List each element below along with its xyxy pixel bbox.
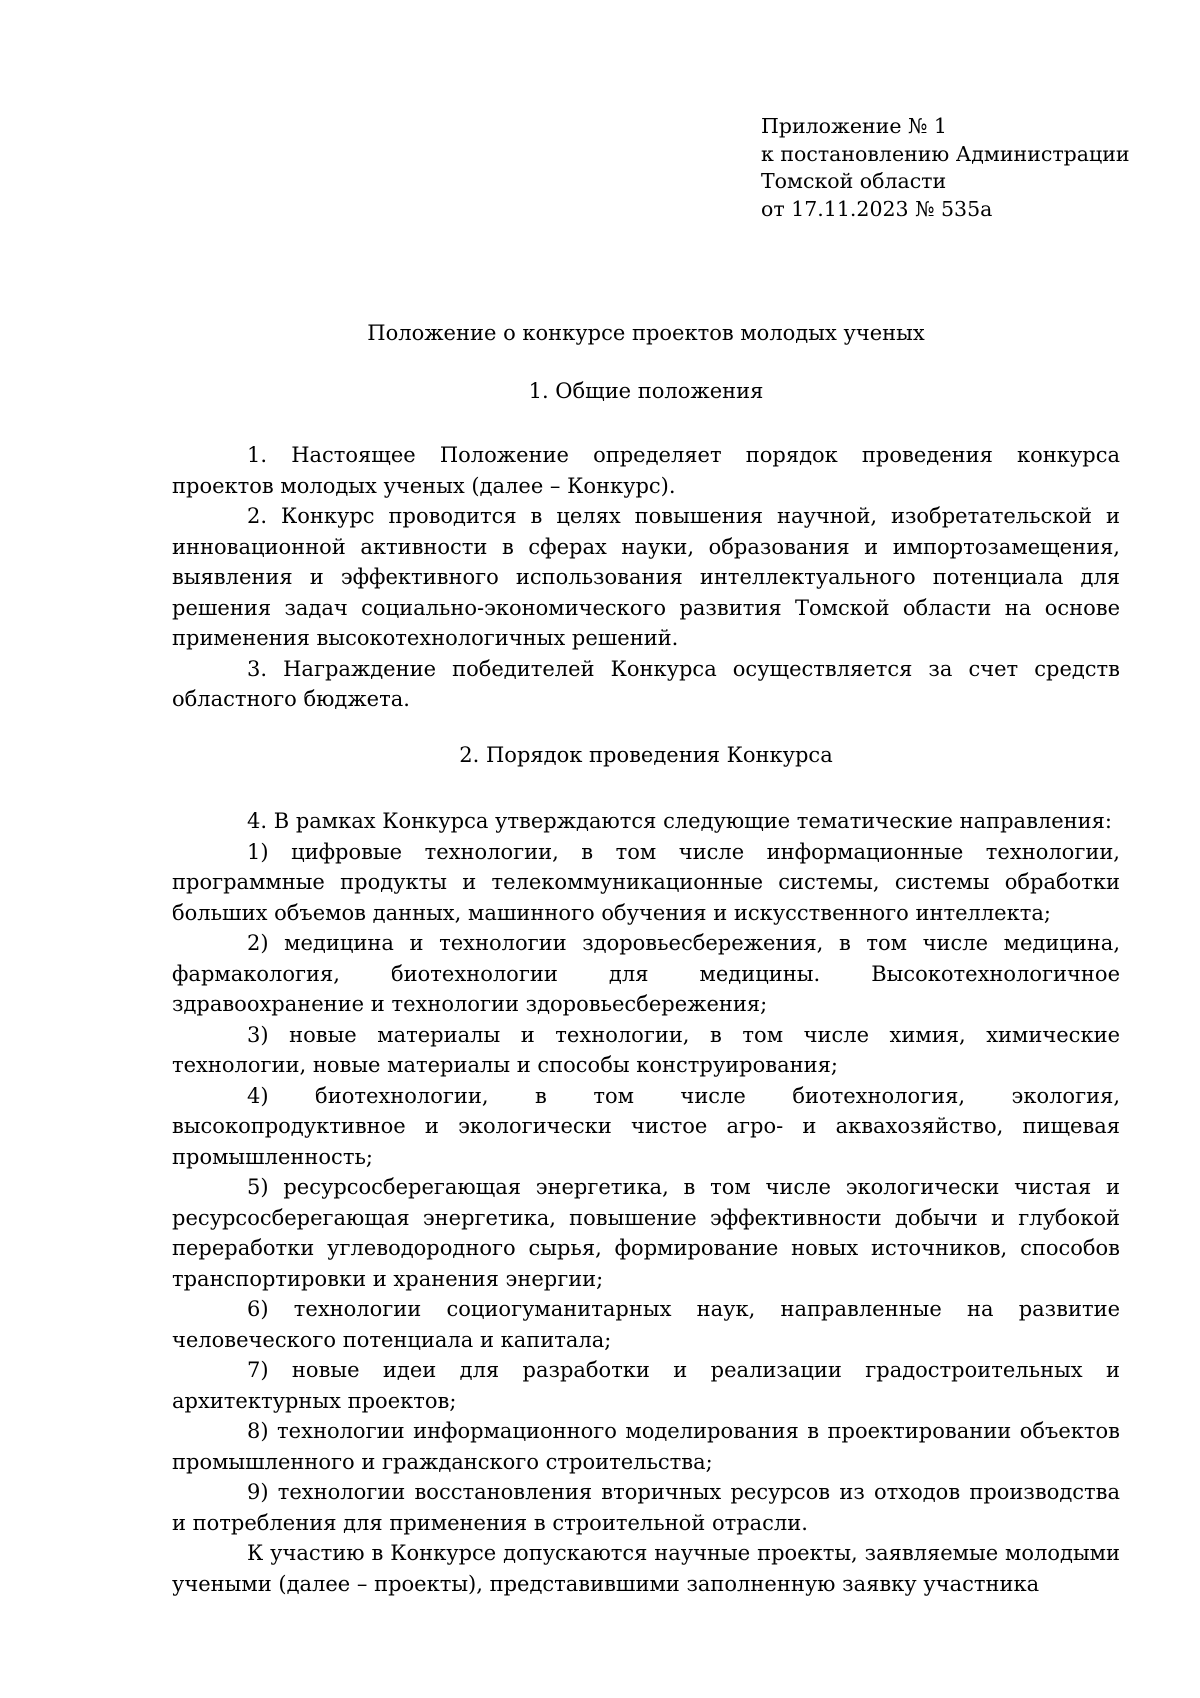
section-heading: 2. Порядок проведения Конкурса	[459, 743, 833, 767]
paragraph: 3. Награждение победителей Конкурса осуществляется за счет средств областного бюджета.	[172, 656, 1120, 711]
paragraph: 1. Настоящее Положение определяет порядок проведения конкурса проектов молодых ученых (далее – Конкурс).	[172, 443, 1120, 498]
section-1-body	[172, 440, 1120, 715]
list-item: 3) новые материалы и технологии, в том числе химия, химические технологии, новые материалы и способы конструирования;	[172, 1022, 1120, 1077]
list-item: 9) технологии восстановления вторичных ресурсов из отходов производства и потребления для применения в строительной отрасли.	[172, 1480, 1120, 1535]
list-item: 1) цифровые технологии, в том числе информационные технологии, программные продукты и телекоммуникационные системы, системы обработки больших объемов данных, машинного обучения и искусственного интеллекта;	[172, 839, 1120, 925]
paragraph: К участию в Конкурсе допускаются научные проекты, заявляемые молодыми учеными (далее – проекты), представившими заполненную заявку участника	[172, 1541, 1120, 1596]
section-heading: 1. Общие положения	[528, 379, 764, 403]
paragraph: 2. Конкурс проводится в целях повышения научной, изобретательской и инновационной активности в сферах науки, образования и импортозамещения, выявления и эффективного использования интеллектуального потенциала для решения задач социально-экономического развития Томской области на основе применения высокотехнологичных решений.	[172, 504, 1120, 650]
list-item: 2) медицина и технологии здоровьесбережения, в том числе медицина, фармакология, биотехнологии для медицины. Высокотехнологичное здравоохранение и технологии здоровьесбережения;	[172, 931, 1120, 1016]
appendix-line: Приложение № 1	[761, 114, 947, 138]
list-item: 4) биотехнологии, в том числе биотехнология, экология, высокопродуктивное и экологически чистое агро- и аквахозяйство, пищевая промышленность;	[172, 1083, 1120, 1169]
appendix-line: к постановлению Администрации	[761, 141, 1130, 166]
appendix-line: от 17.11.2023 № 535а	[761, 196, 993, 221]
paragraph: 4. В рамках Конкурса утверждаются следующие тематические направления:	[247, 809, 1112, 833]
appendix-header	[761, 113, 1161, 223]
list-item: 5) ресурсосберегающая энергетика, в том числе экологически чистая и ресурсосберегающая энергетика, повышение эффективности добычи и глубокой переработки углеводородного сырья, формирование новых источников, способов транспортировки и хранения энергии;	[172, 1175, 1120, 1291]
document-title: Положение о конкурсе проектов молодых ученых	[367, 321, 925, 345]
list-item: 8) технологии информационного моделирования в проектировании объектов промышленного и гражданского строительства;	[172, 1419, 1120, 1474]
section-2-body	[172, 806, 1120, 1599]
list-item: 7) новые идеи для разработки и реализации градостроительных и архитектурных проектов;	[172, 1358, 1120, 1413]
list-item: 6) технологии социогуманитарных наук, направленные на развитие человеческого потенциала и капитала;	[172, 1297, 1120, 1352]
appendix-line: Томской области	[761, 169, 947, 193]
